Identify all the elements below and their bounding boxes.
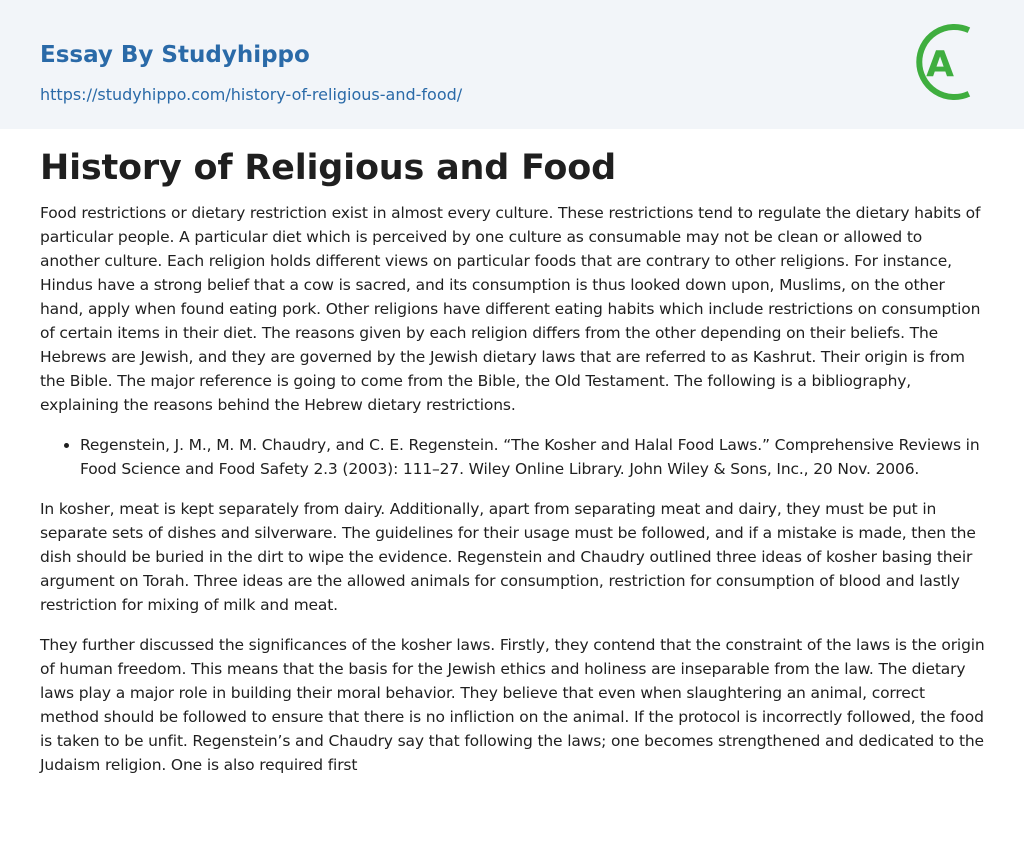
site-header — [0, 0, 1024, 129]
article-title: History of Religious and Food — [40, 148, 616, 188]
logo-letter: A — [926, 44, 954, 85]
article-paragraph-3: They further discussed the significances of the kosher laws. Firstly, they contend that the constraint of the laws is the origin of human freedom. This means that the basis for the Jewish ethics and holiness are inseparable from the law. The dietary laws play a major role in building their moral behavior. They believe that even when slaughtering an animal, correct method should be followed to ensure that there is no infliction on the animal. If the protocol is incorrectly followed, the food is taken to be unfit. Regenstein’s and Chaudry say that following the laws; one becomes strengthened and dedicated to the Judaism religion. One is also required first — [40, 636, 985, 774]
site-title[interactable]: Essay By Studyhippo — [40, 42, 310, 68]
article-url-link[interactable]: https://studyhippo.com/history-of-religious-and-food/ — [40, 85, 463, 104]
article-paragraph-1: Food restrictions or dietary restriction exist in almost every culture. These restrictions tend to regulate the dietary habits of particular people. A particular diet which is perceived by one culture as consumable may not be clean or allowed to another culture. Each religion holds different views on particular foods that are contrary to other religions. For instance, Hindus have a strong belief that a cow is sacred, and its consumption is thus looked down upon, Muslims, on the other hand, apply when found eating pork. Other religions have different eating habits which include restrictions on consumption of certain items in their diet. The reasons given by each religion differs from the other depending on their beliefs. The Hebrews are Jewish, and they are governed by the Jewish dietary laws that are referred to as Kashrut. Their origin is from the Bible. The major reference is going to come from the Bible, the Old Testament. The following is a bibliography, explaining the reasons behind the Hebrew dietary restrictions. — [40, 204, 981, 414]
studyhippo-logo-icon[interactable] — [912, 19, 986, 105]
bibliography-item: • Regenstein, J. M., M. M. Chaudry, and C. E. Regenstein. “The Kosher and Halal Food Laws.” Comprehensive Reviews in Food Science and Food Safety 2.3 (2003): 111–27. Wiley Online Library. John Wiley & Sons, Inc., 20 Nov. 2006. — [80, 433, 986, 481]
article-paragraph-2: In kosher, meat is kept separately from dairy. Additionally, apart from separating meat and dairy, they must be put in separate sets of dishes and silverware. The guidelines for their usage must be followed, and if a mistake is made, then the dish should be buried in the dirt to wipe the evidence. Regenstein and Chaudry outlined three ideas of kosher basing their argument on Torah. Three ideas are the allowed animals for consumption, restriction for consumption of blood and lastly restriction for mixing of milk and meat. — [40, 500, 976, 614]
bibliography-list — [40, 433, 986, 481]
article — [40, 145, 986, 793]
